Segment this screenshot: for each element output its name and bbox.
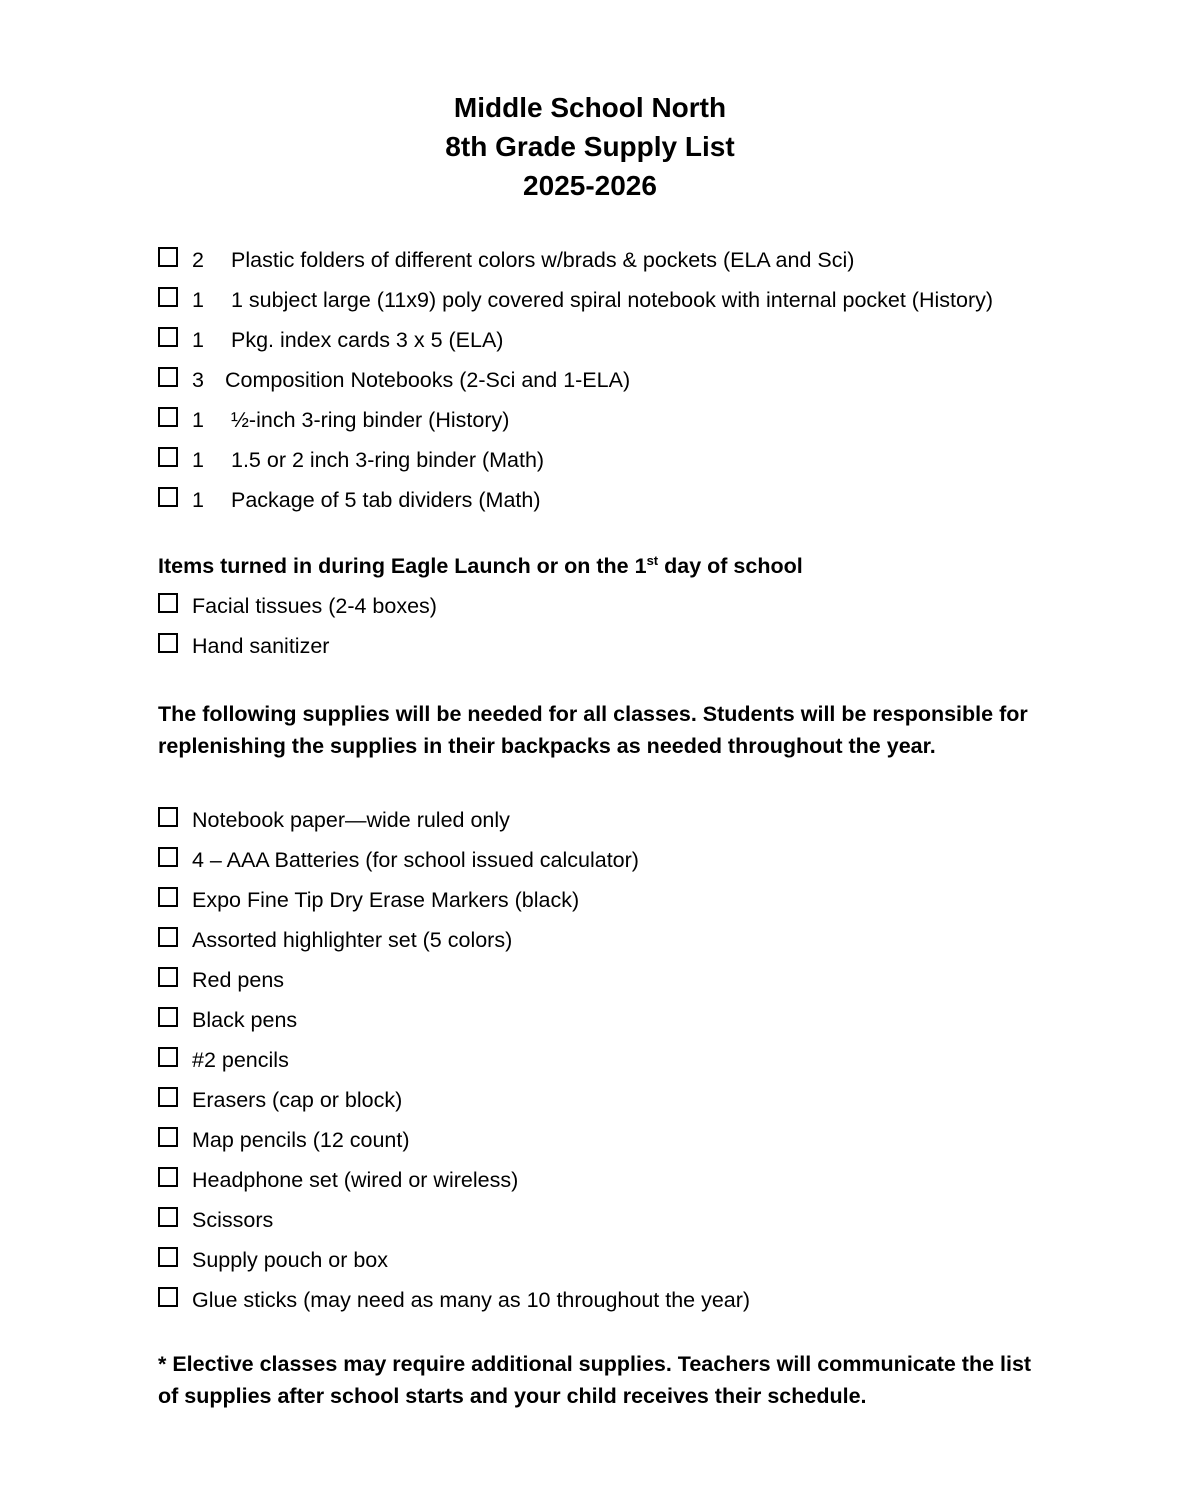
- all-classes-items-list: [158, 800, 750, 1320]
- item-description: Package of 5 tab dividers (Math): [231, 487, 541, 512]
- list-item: [158, 626, 437, 666]
- item-description: Supply pouch or box: [192, 1247, 389, 1272]
- list-item: [158, 1000, 750, 1040]
- turn-in-heading-end: day of school: [658, 554, 803, 578]
- item-description: Black pens: [192, 1007, 298, 1032]
- list-item: [158, 840, 750, 880]
- checkbox[interactable]: [158, 927, 178, 947]
- item-quantity: 1: [192, 327, 204, 352]
- item-quantity: 2: [192, 247, 204, 272]
- item-description: 1.5 or 2 inch 3-ring binder (Math): [231, 447, 545, 472]
- checkbox[interactable]: [158, 1087, 178, 1107]
- item-quantity: 3: [192, 367, 204, 392]
- school-name: Middle School North: [453, 92, 727, 123]
- list-item: [158, 320, 993, 360]
- item-description: #2 pencils: [192, 1047, 289, 1072]
- item-description: Red pens: [192, 967, 285, 992]
- list-item: [158, 400, 993, 440]
- checkbox[interactable]: [158, 1247, 178, 1267]
- checkbox[interactable]: [158, 287, 178, 307]
- checkbox[interactable]: [158, 633, 178, 653]
- item-description: 4 – AAA Batteries (for school issued calculator): [192, 847, 639, 872]
- list-item: [158, 480, 993, 520]
- list-item: [158, 440, 993, 480]
- checkbox[interactable]: [158, 593, 178, 613]
- checkbox[interactable]: [158, 1127, 178, 1147]
- item-description: Notebook paper—wide ruled only: [192, 807, 510, 832]
- item-description: Composition Notebooks (2-Sci and 1-ELA): [225, 367, 631, 392]
- list-item: [158, 960, 750, 1000]
- list-item: [158, 586, 437, 626]
- item-description: Scissors: [192, 1207, 274, 1232]
- checkbox[interactable]: [158, 847, 178, 867]
- list-item: [158, 240, 993, 280]
- checkbox[interactable]: [158, 447, 178, 467]
- list-item: [158, 800, 750, 840]
- item-description: 1 subject large (11x9) poly covered spiral notebook with internal pocket (History): [231, 287, 994, 312]
- checkbox[interactable]: [158, 1207, 178, 1227]
- item-description: Hand sanitizer: [192, 633, 330, 658]
- item-description: Expo Fine Tip Dry Erase Markers (black): [192, 887, 580, 912]
- item-quantity: 1: [192, 487, 204, 512]
- list-item: [158, 280, 993, 320]
- checkbox[interactable]: [158, 1047, 178, 1067]
- item-description: Assorted highlighter set (5 colors): [192, 927, 513, 952]
- checkbox[interactable]: [158, 1167, 178, 1187]
- checkbox[interactable]: [158, 887, 178, 907]
- list-item: [158, 1120, 750, 1160]
- item-quantity: 1: [192, 407, 204, 432]
- item-description: Glue sticks (may need as many as 10 throughout the year): [192, 1287, 751, 1312]
- item-description: ½-inch 3-ring binder (History): [231, 407, 510, 432]
- list-item: [158, 1040, 750, 1080]
- all-classes-intro: The following supplies will be needed for all classes. Students will be responsible for replenishing the supplies in their backpacks as needed throughout the year.: [158, 702, 1028, 758]
- list-item: [158, 1200, 750, 1240]
- item-quantity: 1: [192, 287, 204, 312]
- checkbox[interactable]: [158, 1007, 178, 1027]
- turn-in-items-list: [158, 586, 437, 666]
- school-year: 2025-2026: [523, 170, 657, 201]
- item-description: Headphone set (wired or wireless): [192, 1167, 519, 1192]
- turn-in-heading: [158, 550, 803, 582]
- item-quantity: 1: [192, 447, 204, 472]
- checkbox[interactable]: [158, 407, 178, 427]
- list-title: 8th Grade Supply List: [445, 131, 735, 162]
- turn-in-heading-text: Items turned in during Eagle Launch or on the 1: [158, 554, 647, 578]
- checkbox[interactable]: [158, 967, 178, 987]
- item-description: Facial tissues (2-4 boxes): [192, 593, 437, 618]
- required-items-list: [158, 240, 993, 520]
- elective-footnote: * Elective classes may require additional supplies. Teachers will communicate the list of supplies after school starts and your child receives their schedule.: [158, 1352, 1032, 1408]
- checkbox[interactable]: [158, 487, 178, 507]
- checkbox[interactable]: [158, 327, 178, 347]
- checkbox[interactable]: [158, 367, 178, 387]
- list-item: [158, 1280, 750, 1320]
- checkbox[interactable]: [158, 247, 178, 267]
- list-item: [158, 1160, 750, 1200]
- list-item: [158, 920, 750, 960]
- checkbox[interactable]: [158, 1287, 178, 1307]
- checkbox[interactable]: [158, 807, 178, 827]
- item-description: Pkg. index cards 3 x 5 (ELA): [231, 327, 504, 352]
- list-item: [158, 1240, 750, 1280]
- item-description: Erasers (cap or block): [192, 1087, 403, 1112]
- list-item: [158, 880, 750, 920]
- list-item: [158, 360, 993, 400]
- turn-in-heading-ordinal: st: [646, 553, 659, 568]
- title-block: [0, 88, 1180, 205]
- item-description: Map pencils (12 count): [192, 1127, 410, 1152]
- item-description: Plastic folders of different colors w/brads & pockets (ELA and Sci): [231, 247, 855, 272]
- list-item: [158, 1080, 750, 1120]
